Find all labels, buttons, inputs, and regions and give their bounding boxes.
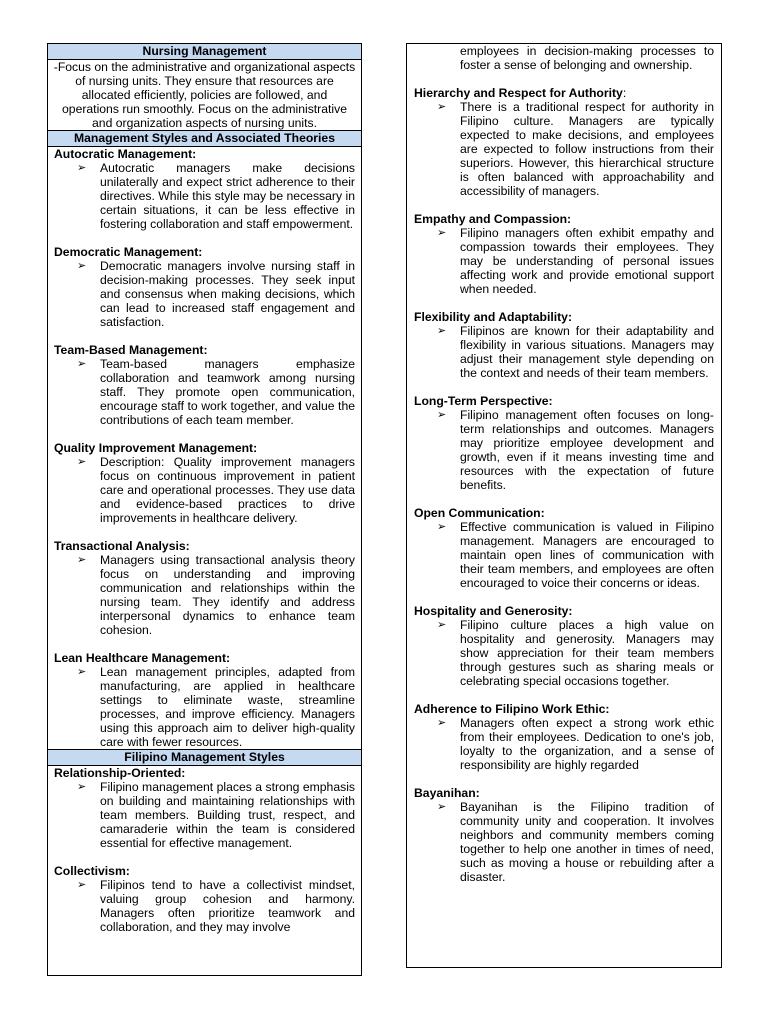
list-item <box>414 408 714 492</box>
arrow-bullet-icon: ➢ <box>437 409 447 421</box>
arrow-bullet-icon: ➢ <box>437 101 447 113</box>
section-heading: Hospitality and Generosity: <box>414 604 573 618</box>
bullet-text: Filipino culture places a high value on hospitality and generosity. Managers may show appreciation for their team members through gestures such as sharing meals or celebrating special occasions together. <box>460 618 714 688</box>
section-heading: Quality Improvement Management: <box>54 441 258 455</box>
bullet-text: Filipino management places a strong emphasis on building and maintaining relationships with team members. Building trust, respect, and camaraderie within the team is considered essential for effective management. <box>100 780 355 850</box>
bullet-text: Bayanihan is the Filipino tradition of community unity and cooperation. It involves neighbors and community members coming together to help one another in times of need, such as moving a house or rebuilding after a disaster. <box>460 800 714 884</box>
list-item <box>54 161 355 231</box>
filipino-list-left <box>48 766 361 934</box>
bullet-text: Lean management principles, adapted from manufacturing, are applied in healthcare settings to eliminate waste, streamline processes, and improve efficiency. Managers using this approach aim to deliver high-quality care with fewer resources. <box>100 665 355 749</box>
bullet-text: Democratic managers involve nursing staff in decision-making processes. They seek input and consensus when making decisions, which can lead to increased staff engagement and satisfaction. <box>100 259 355 329</box>
arrow-bullet-icon: ➢ <box>77 666 87 678</box>
styles-header: Management Styles and Associated Theories <box>48 131 361 147</box>
style-democratic <box>54 245 355 329</box>
bullet-text: Managers often expect a strong work ethic from their employees. Dedication to one's job, loyalty to the organization, and a sense of responsibility are highly regarded <box>460 716 714 772</box>
bullet-text: Filipinos tend to have a collectivist mindset, valuing group cohesion and harmony. Managers often prioritize teamwork and collaboration, and they may involve <box>100 878 355 934</box>
arrow-bullet-icon: ➢ <box>77 456 87 468</box>
filipino-relationship-oriented <box>54 766 355 850</box>
section-heading: Team-Based Management: <box>54 343 208 357</box>
bullet-text: There is a traditional respect for authority in Filipino culture. Managers are typically expected to make decisions, and employees are expected to follow instructions from their superiors. However, this hierarchical structure is often balanced with approachability and accessibility of managers. <box>460 100 714 198</box>
arrow-bullet-icon: ➢ <box>437 325 447 337</box>
right-column <box>406 43 722 968</box>
bullet-text: Autocratic managers make decisions unilaterally and expect strict adherence to their directives. While this style may be necessary in certain situations, it can be less effective in fostering collaboration and staff empowerment. <box>100 161 355 231</box>
section-heading: Lean Healthcare Management: <box>54 651 231 665</box>
filipino-collectivism <box>54 864 355 934</box>
style-autocratic <box>54 147 355 231</box>
arrow-bullet-icon: ➢ <box>437 227 447 239</box>
list-item <box>54 878 355 934</box>
style-transactional-analysis <box>54 539 355 637</box>
list-item <box>54 553 355 637</box>
filipino-bayanihan <box>414 786 714 884</box>
list-item <box>54 455 355 525</box>
arrow-bullet-icon: ➢ <box>77 879 87 891</box>
arrow-bullet-icon: ➢ <box>77 260 87 272</box>
list-item-continued <box>414 44 714 72</box>
filipino-hierarchy <box>414 86 714 198</box>
filipino-hospitality <box>414 604 714 688</box>
list-item <box>414 324 714 380</box>
style-lean-healthcare <box>54 651 355 749</box>
arrow-bullet-icon: ➢ <box>77 781 87 793</box>
list-item <box>54 259 355 329</box>
filipino-flexibility <box>414 310 714 380</box>
filipino-header: Filipino Management Styles <box>48 749 361 766</box>
section-heading: Hierarchy and Respect for Authority: <box>414 86 627 100</box>
section-heading: Adherence to Filipino Work Ethic: <box>414 702 610 716</box>
section-heading: Autocratic Management: <box>54 147 197 161</box>
list-item <box>414 800 714 884</box>
left-column <box>47 43 362 976</box>
section-heading: Relationship-Oriented: <box>54 766 186 780</box>
section-heading: Democratic Management: <box>54 245 203 259</box>
section-heading: Empathy and Compassion: <box>414 212 572 226</box>
bullet-text: Filipino managers often exhibit empathy and compassion towards their employees. They may be understanding of personal issues affecting work and provide emotional support when needed. <box>460 226 714 296</box>
list-item <box>54 780 355 850</box>
list-item <box>54 665 355 749</box>
bullet-text: employees in decision-making processes to foster a sense of belonging and ownership. <box>460 44 714 72</box>
list-item <box>54 357 355 427</box>
filipino-long-term <box>414 394 714 492</box>
bullet-text: Team-based managers emphasize collaboration and teamwork among nursing staff. They promote open communication, encourage staff to work together, and value the contributions of each team member. <box>100 357 355 427</box>
arrow-bullet-icon: ➢ <box>77 358 87 370</box>
arrow-bullet-icon: ➢ <box>437 619 447 631</box>
list-item <box>414 618 714 688</box>
bullet-text: Description: Quality improvement managers focus on continuous improvement in patient care and operational processes. They use data and evidence-based practices to drive improvements in healthcare delivery. <box>100 455 355 525</box>
filipino-open-communication <box>414 506 714 590</box>
section-heading: Bayanihan: <box>414 786 480 800</box>
title-band: Nursing Management <box>48 44 361 60</box>
style-team-based <box>54 343 355 427</box>
filipino-empathy <box>414 212 714 296</box>
intro-text: -Focus on the administrative and organizational aspects of nursing units. They ensure that resources are allocated efficiently, policies are followed, and operations run smoothly. Focus on the administrative and organization aspects of nursing units. <box>48 60 361 131</box>
section-heading: Long-Term Perspective: <box>414 394 553 408</box>
style-quality-improvement <box>54 441 355 525</box>
bullet-text: Filipinos are known for their adaptability and flexibility in various situations. Managers may adjust their management style depending on the context and needs of their team members. <box>460 324 714 380</box>
styles-list <box>48 147 361 749</box>
list-item <box>414 100 714 198</box>
list-item <box>414 226 714 296</box>
list-item <box>414 520 714 590</box>
bullet-text: Effective communication is valued in Filipino management. Managers are encouraged to maintain open lines of communication with their team members, and employees are often encouraged to voice their concerns or ideas. <box>460 520 714 590</box>
arrow-bullet-icon: ➢ <box>77 554 87 566</box>
section-heading: Transactional Analysis: <box>54 539 190 553</box>
bullet-text: Managers using transactional analysis theory focus on understanding and improving communication and relationships within the nursing team. They identify and address interpersonal dynamics to enhance team cohesion. <box>100 553 355 637</box>
bullet-text: Filipino management often focuses on long-term relationships and outcomes. Managers may prioritize employee development and growth, even if it means investing time and resources with the expectation of future benefits. <box>460 408 714 492</box>
list-item <box>414 716 714 772</box>
arrow-bullet-icon: ➢ <box>437 801 447 813</box>
section-heading: Flexibility and Adaptability: <box>414 310 573 324</box>
filipino-work-ethic <box>414 702 714 772</box>
arrow-bullet-icon: ➢ <box>437 717 447 729</box>
section-heading: Collectivism: <box>54 864 130 878</box>
arrow-bullet-icon: ➢ <box>77 162 87 174</box>
arrow-bullet-icon: ➢ <box>437 521 447 533</box>
section-heading: Open Communication: <box>414 506 545 520</box>
